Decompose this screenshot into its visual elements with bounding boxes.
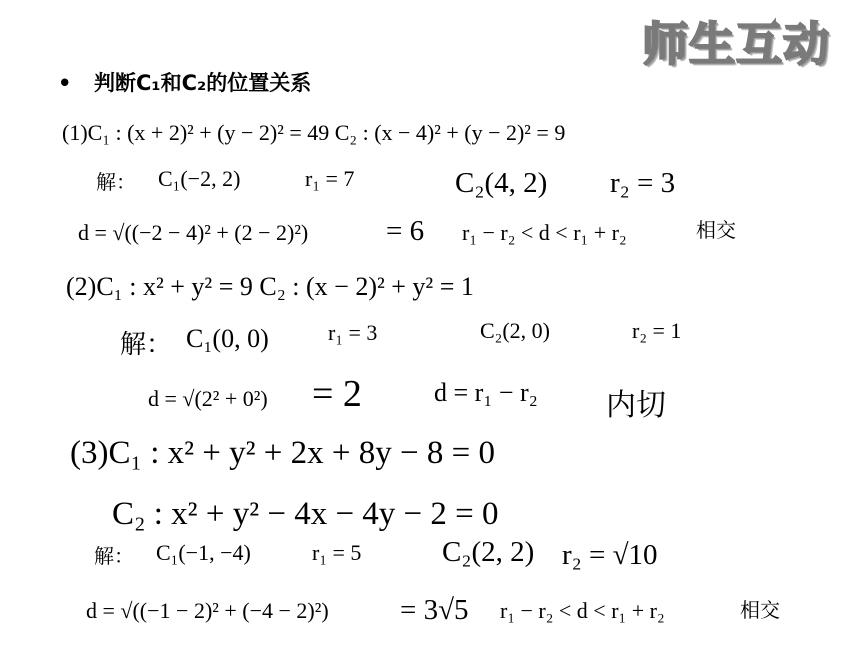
problem1-c2-center: C₂(4, 2) xyxy=(455,167,548,199)
problem3-relation: r₁ − r₂ < d < r₁ + r₂ xyxy=(500,598,665,623)
problem2-solution-label: 解： xyxy=(120,330,173,360)
problem1-distance: d = √((−2 − 4)² + (2 − 2)²) xyxy=(78,220,309,245)
problem1-distance-value: = 6 xyxy=(386,215,425,247)
problem2-c2-center: C₂(2, 0) xyxy=(480,318,550,343)
problem3-c1-center: C₁(−1, −4) xyxy=(156,540,251,565)
slide-heading xyxy=(58,68,311,98)
problem3-r1: r₁ = 5 xyxy=(312,540,362,565)
problem2-equation: (2)C₁ : x² + y² = 9 C₂ : (x − 2)² + y² = 1 xyxy=(66,272,474,301)
problem2-relation: d = r₁ − r₂ xyxy=(434,378,538,407)
problem3-conclusion: 相交 xyxy=(740,598,780,622)
problem1-conclusion: 相交 xyxy=(696,218,736,242)
problem1-relation: r₁ − r₂ < d < r₁ + r₂ xyxy=(462,220,627,245)
problem1-equation: (1)C₁ : (x + 2)² + (y − 2)² = 49 C₂ : (x − 4)² + (y − 2)² = 9 xyxy=(62,120,566,145)
problem2-r2: r₂ = 1 xyxy=(632,318,682,343)
heading-text: 判断C₁和C₂的位置关系 xyxy=(94,71,312,95)
problem3-r2: r₂ = √10 xyxy=(562,539,658,571)
problem2-conclusion: 内切 xyxy=(606,388,666,423)
problem3-c2-center: C₂(2, 2) xyxy=(442,536,535,568)
problem3-equation-1: (3)C₁ : x² + y² + 2x + 8y − 8 = 0 xyxy=(70,435,496,471)
problem2-c1-center: C₁(0, 0) xyxy=(186,324,269,353)
badge-teacher-student-interaction: 师生互动 xyxy=(642,17,830,71)
problem2-r1: r₁ = 3 xyxy=(328,320,378,345)
problem1-r1: r₁ = 7 xyxy=(305,166,355,191)
problem2-distance-value: = 2 xyxy=(312,373,362,415)
problem3-distance-value: = 3√5 xyxy=(400,594,469,626)
bullet-icon: • xyxy=(58,71,72,95)
problem1-solution-label: 解： xyxy=(96,170,136,194)
problem2-distance: d = √(2² + 0²) xyxy=(148,386,268,411)
problem3-solution-label: 解： xyxy=(94,544,134,568)
problem3-distance: d = √((−1 − 2)² + (−4 − 2)²) xyxy=(86,598,329,623)
problem3-equation-2: C₂ : x² + y² − 4x − 4y − 2 = 0 xyxy=(112,496,499,532)
problem1-r2: r₂ = 3 xyxy=(610,167,676,199)
problem1-c1-center: C₁(−2, 2) xyxy=(158,166,241,191)
